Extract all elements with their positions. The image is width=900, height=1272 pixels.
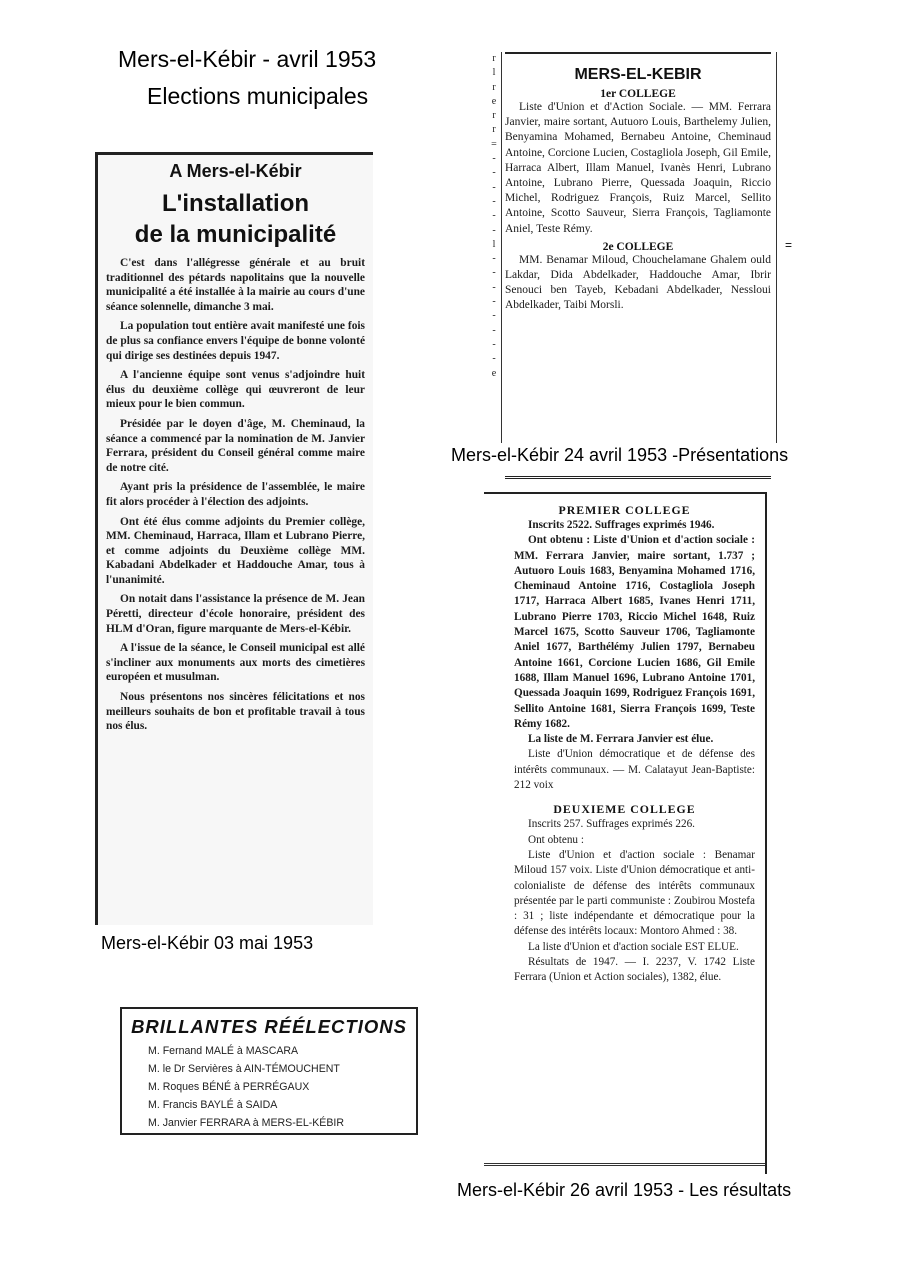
article-paragraph: Présidée par le doyen d'âge, M. Cheminaud, la séance a commencé par la nomination de M. Janvier Ferrara, président du Conseil général comme maire de notre cité. [106, 417, 365, 474]
article-paragraph: Ayant pris la présidence de l'assemblée, le maire fit alors procéder à l'élection des adjoints. [106, 481, 365, 508]
right-rule [776, 52, 780, 443]
caption-installation: Mers-el-Kébir 03 mai 1953 [101, 933, 314, 953]
clipping-presentations [487, 52, 780, 443]
margin-column: r l r e r r = - - - - - - l - - - - - - - - e [487, 52, 502, 443]
presentations-body [505, 52, 771, 314]
caption-resultats: Mers-el-Kébir 26 avril 1953 - Les résultats [457, 1180, 792, 1200]
clipping-installation [95, 152, 373, 925]
college2-heading: 2e COLLEGE [602, 240, 674, 253]
page-title-line1: Mers-el-Kébir - avril 1953 [118, 46, 377, 72]
bottom-rule [505, 476, 771, 479]
results-paragraph: Inscrits 257. Suffrages exprimés 226. [528, 818, 695, 831]
clipping-kicker: A Mers-el-Kébir [169, 161, 302, 181]
list-item: M. Fernand MALÉ à MASCARA [148, 1045, 299, 1057]
list-item: M. Janvier FERRARA à MERS-EL-KÉBIR [148, 1117, 345, 1129]
college1-heading: PREMIER COLLEGE [558, 503, 691, 517]
reelections-title: BRILLANTES RÉÉLECTIONS [131, 1016, 407, 1037]
results-paragraph: Ont obtenu : [528, 833, 584, 846]
college1-list: Liste d'Union et d'Action Sociale. — MM. Ferrara Janvier, maire sortant, Autuoro Louis, Barthelemy Julien, Benyamina Mohamed, Bernabeu Antoine, Cheminaud Antoine, Corcione Lucien, Costagliola Joseph, Gil Emile, Harraca Albert, Illam Manuel, Ivanès Henri, Lubrano Antoine, Lubrano Pierre, Quessada Joaquin, Riccio Michel, Rodriguez François, Ruiz Marcel, Sellito Antoine, Scotto Sauveur, Sierra François, Tagliamonte Aniel, Teste Rémy. [505, 101, 771, 235]
article-paragraph: Nous présentons nos sincères félicitations et nos meilleurs souhaits de bon et profitable travail à tous nos élus. [106, 691, 365, 733]
reelections-list [148, 1042, 416, 1132]
caption-presentations: Mers-el-Kébir 24 avril 1953 -Présentations [451, 445, 789, 465]
side-mark: = [785, 238, 793, 252]
list-item: M. le Dr Servières à AIN-TÉMOUCHENT [148, 1063, 340, 1075]
article-paragraph: C'est dans l'allégresse générale et au bruit traditionnel des pétards napolitains que la nouvelle municipalité a été installée à la mairie au cours d'une séance solennelle, dimanche 3 mai. [106, 257, 365, 313]
results-paragraph: Résultats de 1947. — I. 2237, V. 1742 Liste Ferrara (Union et Action sociales), 1382, élue. [514, 956, 755, 984]
college2-heading: DEUXIEME COLLEGE [553, 802, 696, 817]
bottom-rule [484, 1163, 765, 1166]
results-paragraph: Inscrits 2522. Suffrages exprimés 1946. [528, 519, 715, 531]
headline-line2: de la municipalité [134, 221, 337, 248]
results-paragraph: Liste d'Union démocratique et de défense des intérêts communaux. — M. Calatayut Jean-Baptiste: 212 voix [514, 748, 755, 792]
clipping-resultats [484, 492, 767, 1174]
headline-line1: L'installation [161, 190, 310, 217]
article-paragraph: On notait dans l'assistance la présence de M. Jean Péretti, directeur d'école honoraire, président des HLM d'Oran, figure marquante de Mers-el-Kébir. [106, 593, 365, 635]
article-paragraph: A l'ancienne équipe sont venus s'adjoindre huit élus du deuxième collège qui œuvreront de leur mieux pour le bien commun. [106, 369, 365, 411]
results-paragraph: Ont obtenu : Liste d'Union et d'action sociale : MM. Ferrara Janvier, maire sortant, 1.737 ; Autuoro Louis 1683, Benyamina Mohamed 1716, Cheminaud Antoine 1716, Costagliola Joseph 1717, Harraca Albert 1685, Ivanes Henri 1711, Lubrano Pierre 1703, Riccio Michel 1648, Ruiz Marcel 1675, Scotto Sauveur 1706, Tagliamonte Aniel 1677, Barthélémy Julien 1797, Bernabeu Antoine 1661, Corcione Lucien 1686, Gil Emile 1688, Illam Manuel 1696, Lubrano Antoine 1701, Quessada Joaquin 1699, Rodriguez François 1691, Sellito Antoine 1681, Sierra François 1699, Teste Rémy 1682. [514, 534, 755, 730]
list-item: M. Francis BAYLÉ à SAIDA [148, 1099, 278, 1111]
clipping-title: MERS-EL-KEBIR [574, 66, 702, 83]
results-paragraph: La liste de M. Ferrara Janvier est élue. [528, 733, 714, 746]
list-item: M. Roques BÉNÉ à PERRÉGAUX [148, 1081, 310, 1093]
clipping-reelections [120, 1007, 418, 1135]
results-paragraph: La liste d'Union et d'action sociale EST ELUE. [528, 940, 739, 953]
article-paragraph: A l'issue de la séance, le Conseil municipal est allé s'incliner aux monuments aux morts des cimetières européen et musulman. [106, 642, 365, 684]
college1-heading: 1er COLLEGE [600, 88, 676, 100]
article-body [98, 250, 373, 734]
article-paragraph: Ont été élus comme adjoints du Premier collège, MM. Cheminaud, Harraca, Illam et Lubrano Pierre, et comme adjoints du Deuxième collège MM. Kabadani Abdelkader et Haddouche Amar, tous à l'unanimité. [106, 515, 365, 586]
page-title-line2: Elections municipales [147, 83, 369, 109]
clipping-headline [98, 188, 373, 250]
college2-list: MM. Benamar Miloud, Chouchelamane Ghalem ould Lakdar, Dida Abdelkader, Haddouche Amar, Ibrir Senouci ben Tayeb, Kebadani Abdelkader, Nessloui Abdelkader, Taibi Morsli. [505, 253, 771, 312]
results-paragraph: Liste d'Union et d'action sociale : Benamar Miloud 157 voix. Liste d'Union démocratique et anti-colonialiste de défense des intérêts communaux présentée par le parti communiste : Zoubirou Mostefa : 31 ; liste indépendante et démocratique pour la défense des intérêts locaux: Montoro Ahmed : 38. [514, 848, 755, 938]
article-paragraph: La population tout entière avait manifesté une fois de plus sa confiance envers l'équipe de bonne volonté qui dirige ses destinées depuis 1947. [106, 320, 365, 362]
